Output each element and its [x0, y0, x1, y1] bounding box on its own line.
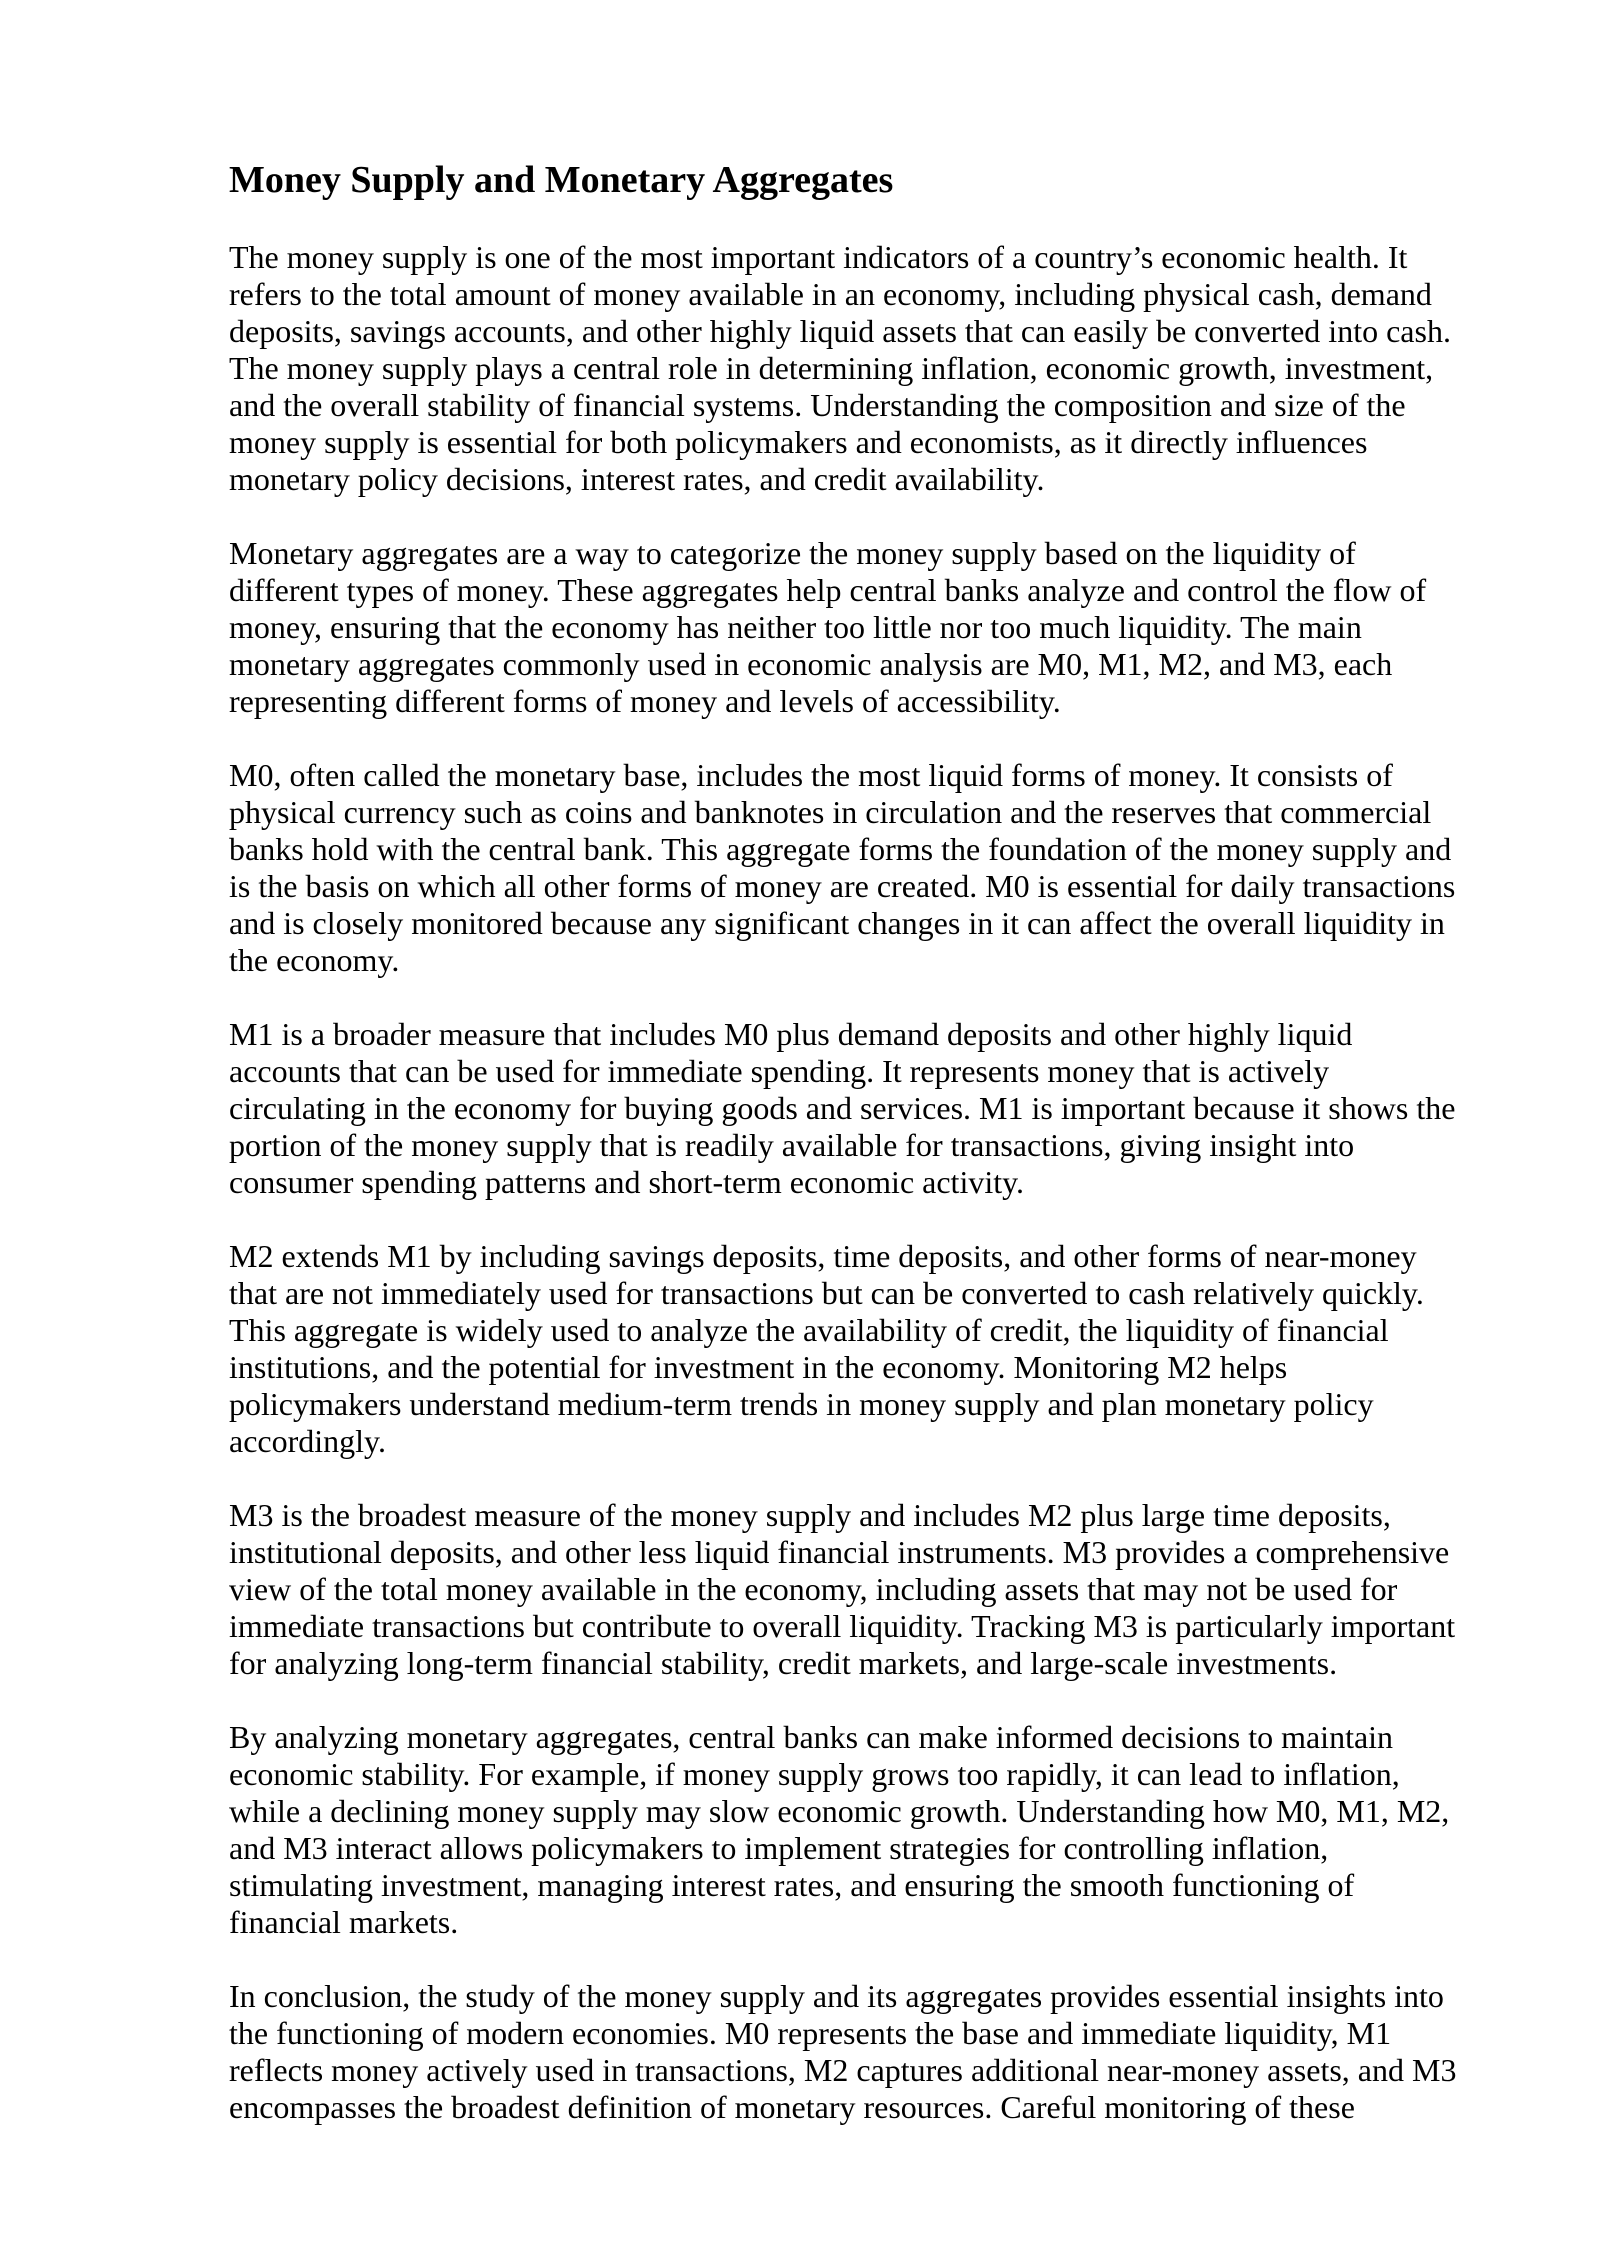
paragraph-m2: M2 extends M1 by including savings deposits, time deposits, and other forms of near-money that are not immediately used for transactions but can be converted to cash relatively quickly. This aggregate is widely used to analyze the availability of credit, the liquidity of financial institutions, and the potential for investment in the economy. Monitoring M2 helps policymakers understand medium-term trends in money supply and plan monetary policy accordingly. [229, 1238, 1424, 1459]
paragraph-m1: M1 is a broader measure that includes M0 plus demand deposits and other highly liquid accounts that can be used for immediate spending. It represents money that is actively circulating in the economy for buying goods and services. M1 is important because it shows the portion of the money supply that is readily available for transactions, giving insight into consumer spending patterns and short-term economic activity. [229, 1016, 1456, 1200]
paragraph-m0: M0, often called the monetary base, includes the most liquid forms of money. It consists of physical currency such as coins and banknotes in circulation and the reserves that commercial banks hold with the central bank. This aggregate forms the foundation of the money supply and is the basis on which all other forms of money are created. M0 is essential for daily transactions and is closely monitored because any significant changes in it can affect the overall liquidity in the economy. [229, 757, 1456, 978]
paragraph-conclusion: In conclusion, the study of the money supply and its aggregates provides essential insights into the functioning of modern economies. M0 represents the base and immediate liquidity, M1 reflects money actively used in transactions, M2 captures additional near-money assets, and M3 encompasses the broadest definition of monetary resources. Careful monitoring of these [229, 1978, 1457, 2125]
text-column [229, 0, 1461, 2126]
paragraph-analysis: By analyzing monetary aggregates, central banks can make informed decisions to maintain economic stability. For example, if money supply grows too rapidly, it can lead to inflation, while a declining money supply may slow economic growth. Understanding how M0, M1, M2, and M3 interact allows policymakers to implement strategies for controlling inflation, stimulating investment, managing interest rates, and ensuring the smooth functioning of financial markets. [229, 1719, 1450, 1940]
paragraph-m3: M3 is the broadest measure of the money supply and includes M2 plus large time deposits, institutional deposits, and other less liquid financial instruments. M3 provides a comprehensive view of the total money available in the economy, including assets that may not be used for immediate transactions but contribute to overall liquidity. Tracking M3 is particularly important for analyzing long-term financial stability, credit markets, and large-scale investments. [229, 1497, 1456, 1681]
paragraph-monetary-aggregates: Monetary aggregates are a way to categorize the money supply based on the liquidity of different types of money. These aggregates help central banks analyze and control the flow of money, ensuring that the economy has neither too little nor too much liquidity. The main monetary aggregates commonly used in economic analysis are M0, M1, M2, and M3, each representing different forms of money and levels of accessibility. [229, 535, 1427, 719]
paragraph-intro-money-supply: The money supply is one of the most important indicators of a country’s economic health. It refers to the total amount of money available in an economy, including physical cash, demand deposits, savings accounts, and other highly liquid assets that can easily be converted into cash. The money supply plays a central role in determining inflation, economic growth, investment, and the overall stability of financial systems. Understanding the composition and size of the money supply is essential for both policymakers and economists, as it directly influences monetary policy decisions, interest rates, and credit availability. [229, 239, 1451, 497]
page-title: Money Supply and Monetary Aggregates [229, 159, 894, 201]
